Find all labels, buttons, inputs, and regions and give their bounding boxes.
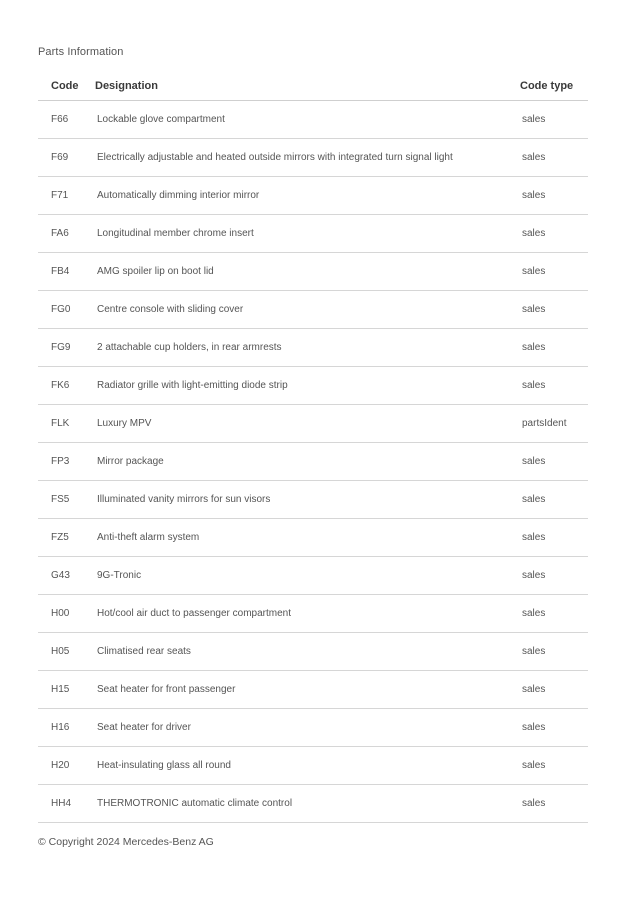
cell-designation: Automatically dimming interior mirror bbox=[95, 177, 520, 215]
cell-code: H00 bbox=[38, 595, 95, 633]
table-row bbox=[38, 101, 588, 139]
table-row bbox=[38, 671, 588, 709]
cell-code-type: sales bbox=[520, 671, 588, 709]
cell-designation: 9G-Tronic bbox=[95, 557, 520, 595]
cell-designation: Illuminated vanity mirrors for sun visors bbox=[95, 481, 520, 519]
cell-code: F69 bbox=[38, 139, 95, 177]
cell-designation: 2 attachable cup holders, in rear armrests bbox=[95, 329, 520, 367]
column-header-code: Code bbox=[38, 72, 95, 101]
table-row bbox=[38, 329, 588, 367]
table-row bbox=[38, 139, 588, 177]
cell-code-type: sales bbox=[520, 557, 588, 595]
cell-code: H20 bbox=[38, 747, 95, 785]
cell-code-type: sales bbox=[520, 367, 588, 405]
cell-code: FK6 bbox=[38, 367, 95, 405]
table-row bbox=[38, 177, 588, 215]
cell-designation: Mirror package bbox=[95, 443, 520, 481]
cell-code: FP3 bbox=[38, 443, 95, 481]
cell-designation: Lockable glove compartment bbox=[95, 101, 520, 139]
table-row bbox=[38, 215, 588, 253]
cell-code-type: sales bbox=[520, 633, 588, 671]
copyright-footer: © Copyright 2024 Mercedes-Benz AG bbox=[38, 836, 214, 848]
table-body bbox=[38, 101, 588, 823]
section-title: Parts Information bbox=[38, 46, 124, 58]
cell-designation: Luxury MPV bbox=[95, 405, 520, 443]
cell-designation: Seat heater for front passenger bbox=[95, 671, 520, 709]
cell-code-type: sales bbox=[520, 215, 588, 253]
table-row bbox=[38, 785, 588, 823]
cell-code: FG0 bbox=[38, 291, 95, 329]
cell-code-type: sales bbox=[520, 709, 588, 747]
column-header-designation: Designation bbox=[95, 72, 520, 101]
cell-code-type: sales bbox=[520, 253, 588, 291]
cell-code: FLK bbox=[38, 405, 95, 443]
cell-designation: Anti-theft alarm system bbox=[95, 519, 520, 557]
table-row bbox=[38, 709, 588, 747]
cell-code-type: sales bbox=[520, 101, 588, 139]
cell-designation: Centre console with sliding cover bbox=[95, 291, 520, 329]
cell-code-type: sales bbox=[520, 785, 588, 823]
cell-code-type: sales bbox=[520, 595, 588, 633]
cell-code: F66 bbox=[38, 101, 95, 139]
cell-code: H05 bbox=[38, 633, 95, 671]
cell-code-type: sales bbox=[520, 139, 588, 177]
cell-code-type: sales bbox=[520, 329, 588, 367]
cell-designation: Longitudinal member chrome insert bbox=[95, 215, 520, 253]
cell-designation: Seat heater for driver bbox=[95, 709, 520, 747]
column-header-code-type: Code type bbox=[520, 72, 588, 101]
table-row bbox=[38, 481, 588, 519]
cell-code: FG9 bbox=[38, 329, 95, 367]
cell-code-type: sales bbox=[520, 443, 588, 481]
cell-code: F71 bbox=[38, 177, 95, 215]
cell-designation: Climatised rear seats bbox=[95, 633, 520, 671]
parts-table bbox=[38, 72, 588, 823]
cell-code: G43 bbox=[38, 557, 95, 595]
cell-code: HH4 bbox=[38, 785, 95, 823]
cell-code: H16 bbox=[38, 709, 95, 747]
cell-designation: Heat-insulating glass all round bbox=[95, 747, 520, 785]
table-row bbox=[38, 557, 588, 595]
table-row bbox=[38, 367, 588, 405]
cell-designation: THERMOTRONIC automatic climate control bbox=[95, 785, 520, 823]
table-row bbox=[38, 443, 588, 481]
table-header-row bbox=[38, 72, 588, 101]
cell-code-type: partsIdent bbox=[520, 405, 588, 443]
table-row bbox=[38, 253, 588, 291]
cell-designation: Hot/cool air duct to passenger compartment bbox=[95, 595, 520, 633]
cell-designation: AMG spoiler lip on boot lid bbox=[95, 253, 520, 291]
cell-code-type: sales bbox=[520, 177, 588, 215]
table-row bbox=[38, 291, 588, 329]
table-row bbox=[38, 595, 588, 633]
cell-designation: Radiator grille with light-emitting diode strip bbox=[95, 367, 520, 405]
cell-code: FZ5 bbox=[38, 519, 95, 557]
cell-code: H15 bbox=[38, 671, 95, 709]
table-row bbox=[38, 633, 588, 671]
cell-code-type: sales bbox=[520, 747, 588, 785]
table-row bbox=[38, 747, 588, 785]
table-row bbox=[38, 519, 588, 557]
cell-code-type: sales bbox=[520, 519, 588, 557]
cell-code: FA6 bbox=[38, 215, 95, 253]
cell-code: FS5 bbox=[38, 481, 95, 519]
cell-code: FB4 bbox=[38, 253, 95, 291]
cell-code-type: sales bbox=[520, 481, 588, 519]
cell-designation: Electrically adjustable and heated outside mirrors with integrated turn signal light bbox=[95, 139, 520, 177]
table-row bbox=[38, 405, 588, 443]
cell-code-type: sales bbox=[520, 291, 588, 329]
